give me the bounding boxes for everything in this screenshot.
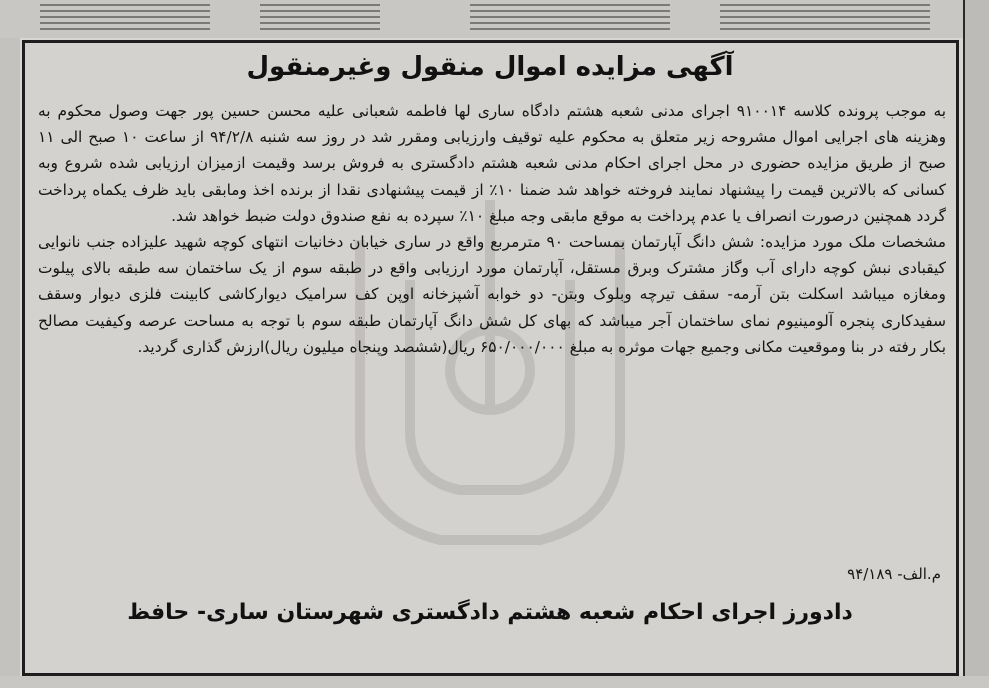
page-left-margin: [0, 38, 20, 688]
adjacent-ad-fragment: [40, 4, 210, 32]
notice-body: [38, 98, 946, 360]
adjacent-ad-fragment: [470, 4, 670, 32]
adjacent-ad-fragment: [260, 4, 380, 32]
notice-title: آگهی مزایده اموال منقول وغیرمنقول: [246, 52, 734, 82]
adjacent-ad-fragment: [720, 4, 930, 32]
adjacent-column-border: [963, 0, 989, 688]
notice-paragraph-auction-terms: به موجب پرونده کلاسه ۹۱۰۰۱۴ اجرای مدنی شعبه هشتم دادگاه ساری لها فاطمه شعبانی علیه محسن حسین پور جهت وصول محکوم به وهزینه های اجرایی اموال مشروحه زیر متعلق به محکوم علیه توقیف وارزیابی ومقرر شد در روز سه شنبه ۹۴/۲/۸ از ساعت ۱۰ صبح الی ۱۱ صبح از طریق مزایده حضوری در محل اجرای احکام مدنی شعبه هشتم دادگستری به فروش برسد وقیمت ازمیزان ارزیابی شده شروع وبه کسانی که بالاترین قیمت را پیشنهاد نمایند فروخته خواهد شد ضمنا ۱۰٪ از قیمت پیشنهادی نقدا از برنده اخذ ومابقی باید ظرف یکماه پرداخت گردد همچنین درصورت انصراف یا عدم پرداخت به موقع مابقی وجه مبلغ ۱۰٪ سپرده به نفع صندوق دولت ضبط خواهد شد.: [38, 102, 947, 225]
notice-signature: دادورز اجرای احکام شعبه هشتم دادگستری شهرستان ساری- حافظ: [127, 600, 853, 625]
page-bottom-margin: [0, 676, 989, 688]
notice-paragraph-property-details: مشخصات ملک مورد مزایده: شش دانگ آپارتمان بمساحت ۹۰ مترمربع واقع در ساری خیابان دخانیات انتهای کوچه شهید علیزاده جنب نانوایی کیقبادی نبش کوچه دارای آب وگاز مشترک وبرق مستقل، آپارتمان مورد ارزیابی واقع در طبقه سوم از یک ساختمان سه طبقه بالای پیلوت ومغازه میباشد اسکلت بتن آرمه- سقف تیرچه وبلوک وبتن- دو خوابه آشپزخانه اوپن کف سرامیک دیوارکاشی کابینت فلزی دیوار وسقف سفیدکاری پنجره آلومینیوم نمای ساختمان آجر میباشد که بهای کل شش دانگ آپارتمان طبقه سوم با توجه به مساحت عرصه وکیفیت مصالح بکار رفته در بنا وموقعیت مکانی وجمیع جهات موثره به مبلغ ۶۵۰/۰۰۰/۰۰۰ ریال(ششصد وپنجاه میلیون ریال)ارزش گذاری گردید.: [38, 233, 947, 356]
reference-number: م.الف- ۹۴/۱۸۹: [847, 565, 941, 583]
adjacent-ad-top-strip: [0, 0, 989, 38]
